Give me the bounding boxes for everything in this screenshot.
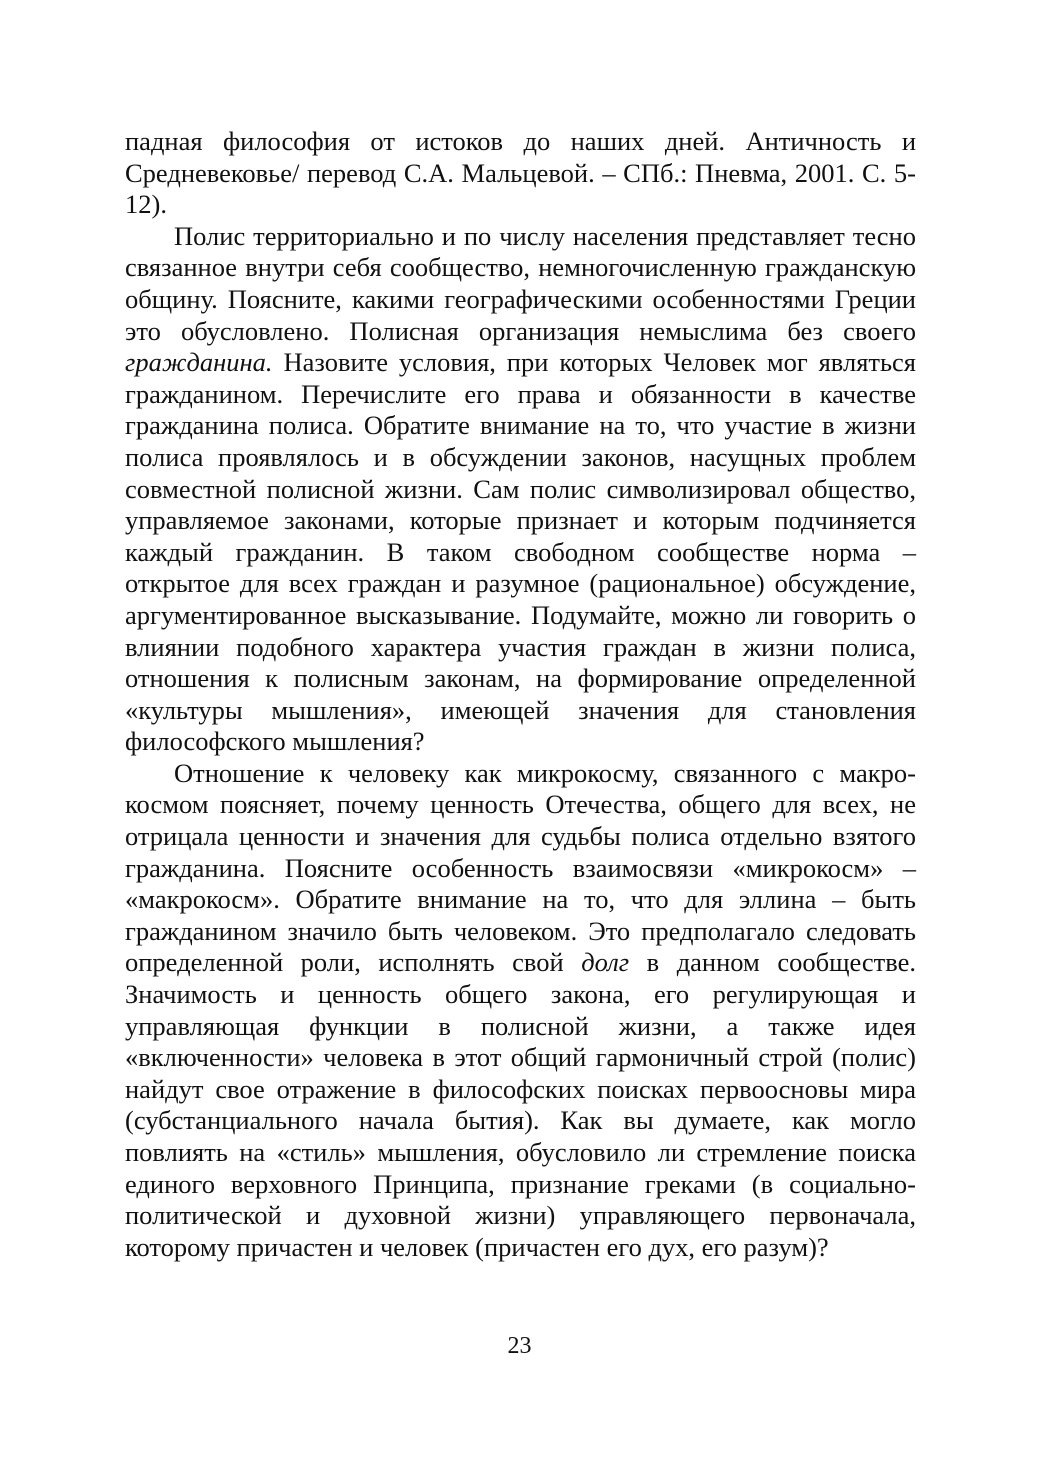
paragraph-continuation [125,126,916,221]
page-number: 23 [507,1333,532,1359]
paragraph-text: Назовите условия, при которых Человек мог являться гражданином. Перечислите его права и обязанности в качестве гражданина полиса. Обратите внимание на то, что участие в жизни полиса проявлялось и в обсуждении законов, насущных проблем совместной полисной жизни. Сам полис символизировал общество, управляемое законами, которые признает и которым подчиняется каждый гражданин. В таком свободном сообществе норма – открытое для всех граждан и разумное (рациональное) обсуждение, аргументированное высказывание. Подумайте, можно ли говорить о влиянии подобного характера участия граждан в жизни полиса, отношения к полисным законам, на формирование определенной «культуры мышления», имеющей значения для становления философского мышления? [125,347,916,757]
paragraph-text: падная философия от истоков до наших дней. Античность и Средневековье/ перевод С.А. Мальцевой. – СПб.: Пневма, 2001. С. 5-12). [125,126,916,220]
paragraph-polis-citizen [125,221,916,758]
document-body [125,126,916,1263]
paragraph-microcosm [125,758,916,1264]
paragraph-text: Отношение к человеку как микрокосму, связанного с макрокосмом поясняет, почему ценность Отечества, общего для всех, не отрицала ценности и значения для судьбы полиса отдельно взятого гражданина. Поясните особенность взаимосвязи «микрокосм» – «макрокосм». Обратите внимание на то, что для эллина – быть гражданином значило быть человеком. Это предполагало следовать определенной роли, исполнять свой [125,757,916,978]
emphasis-citizen: гражданина. [125,347,273,378]
paragraph-text: в данном сообществе. Значимость и ценность общего закона, его регулирующая и управляющая функции в полисной жизни, а также идея «включенности» человека в этот общий гармоничный строй (полис) найдут свое отражение в философских поисках первоосновы мира (субстанциального начала бытия). Как вы думаете, как могло повлиять на «стиль» мышления, обусловило ли стремление поиска единого верховного Принципа, признание греками (в социально-политической и духовной жизни) управляющего первоначала, которому причастен и человек (причастен его дух, его разум)? [125,947,917,1262]
emphasis-duty: долг [581,947,630,978]
paragraph-text: Полис территориально и по числу населения представляет тесно связанное внутри себя сообщество, немногочисленную гражданскую общину. Поясните, какими географическими особенностями Греции это обусловлено. Полисная организация немыслима без своего [125,220,916,346]
